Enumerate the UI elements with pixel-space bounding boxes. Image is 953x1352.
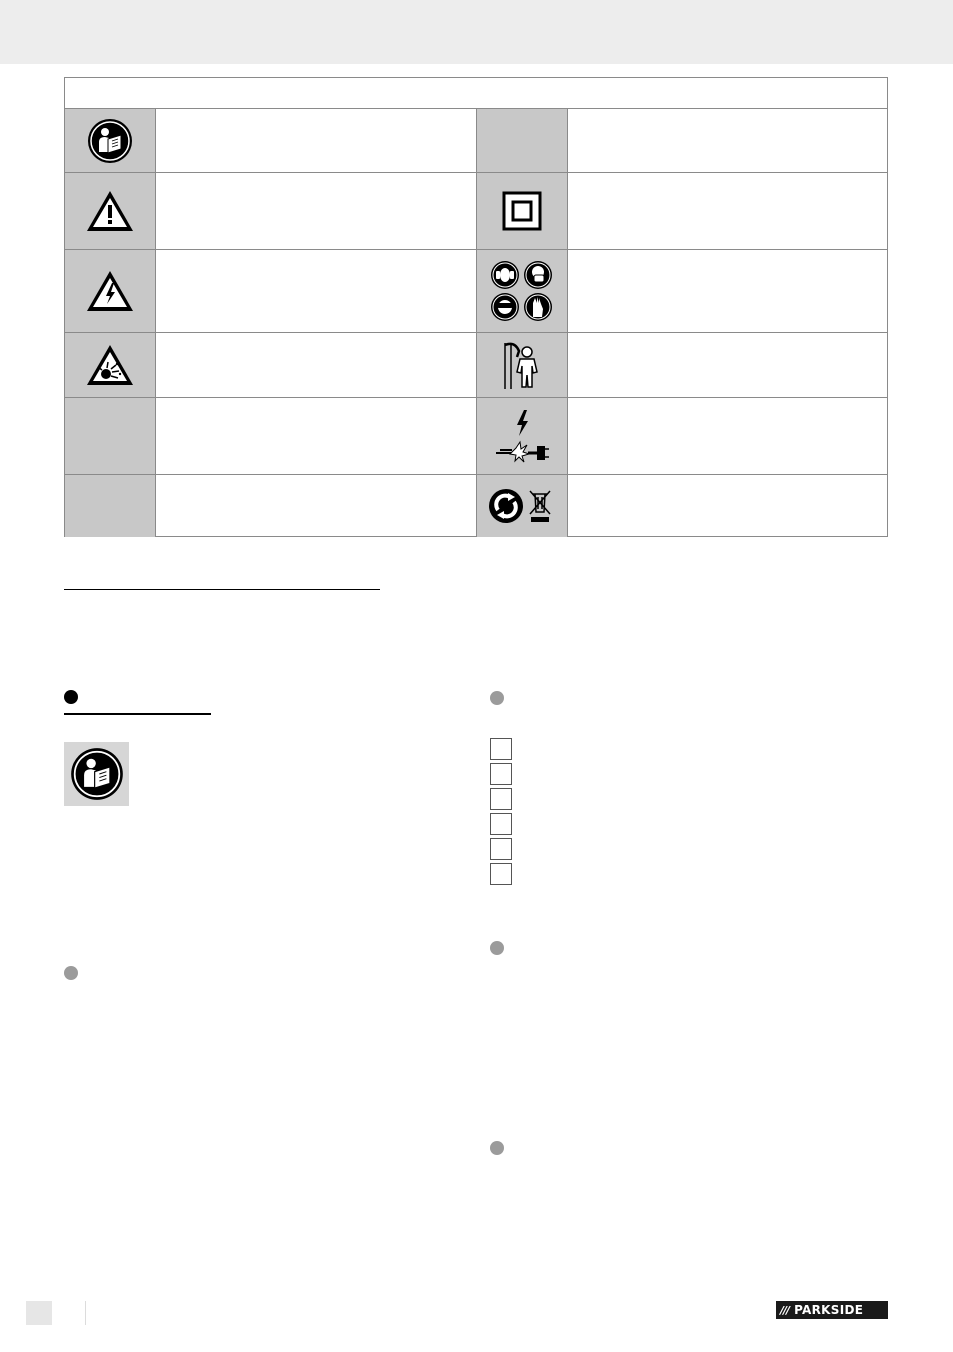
logo-stripes: /// — [780, 1303, 790, 1317]
part-number-box — [490, 763, 512, 785]
footer-divider — [85, 1301, 86, 1325]
empty-icon-cell — [65, 398, 155, 474]
read-manual-icon — [64, 742, 129, 806]
table-row — [65, 173, 887, 250]
page-number-box — [26, 1301, 52, 1325]
section-heading-rule — [64, 589, 380, 590]
symbols-table-header — [65, 78, 887, 109]
table-row — [65, 250, 887, 333]
part-number-box — [490, 813, 512, 835]
recycling-disposal-icon — [477, 475, 567, 537]
section-bullet — [490, 691, 504, 705]
parkside-logo — [776, 1301, 888, 1319]
table-row — [65, 333, 887, 398]
damaged-cable-warning-icon — [477, 398, 567, 474]
section-bullet — [64, 690, 78, 704]
logo-text: PARKSIDE — [794, 1303, 864, 1317]
table-row — [65, 109, 887, 173]
table-row — [65, 475, 887, 537]
part-number-box — [490, 788, 512, 810]
header-band — [0, 0, 953, 64]
part-number-box — [490, 738, 512, 760]
empty-icon-cell — [65, 475, 155, 537]
part-number-box — [490, 838, 512, 860]
explosion-warning-icon — [65, 333, 155, 397]
part-number-box — [490, 863, 512, 885]
table-row — [65, 398, 887, 475]
protective-equipment-icon — [477, 250, 567, 332]
section-bullet — [64, 966, 78, 980]
keep-children-away-icon — [477, 333, 567, 397]
subheading-rule — [64, 713, 211, 715]
general-warning-icon — [65, 173, 155, 249]
read-manual-icon — [65, 109, 155, 172]
protection-class-ii-icon — [477, 173, 567, 249]
section-bullet — [490, 941, 504, 955]
symbols-table — [64, 77, 888, 537]
empty-icon-cell — [477, 109, 567, 172]
section-bullet — [490, 1141, 504, 1155]
electric-shock-warning-icon — [65, 250, 155, 332]
